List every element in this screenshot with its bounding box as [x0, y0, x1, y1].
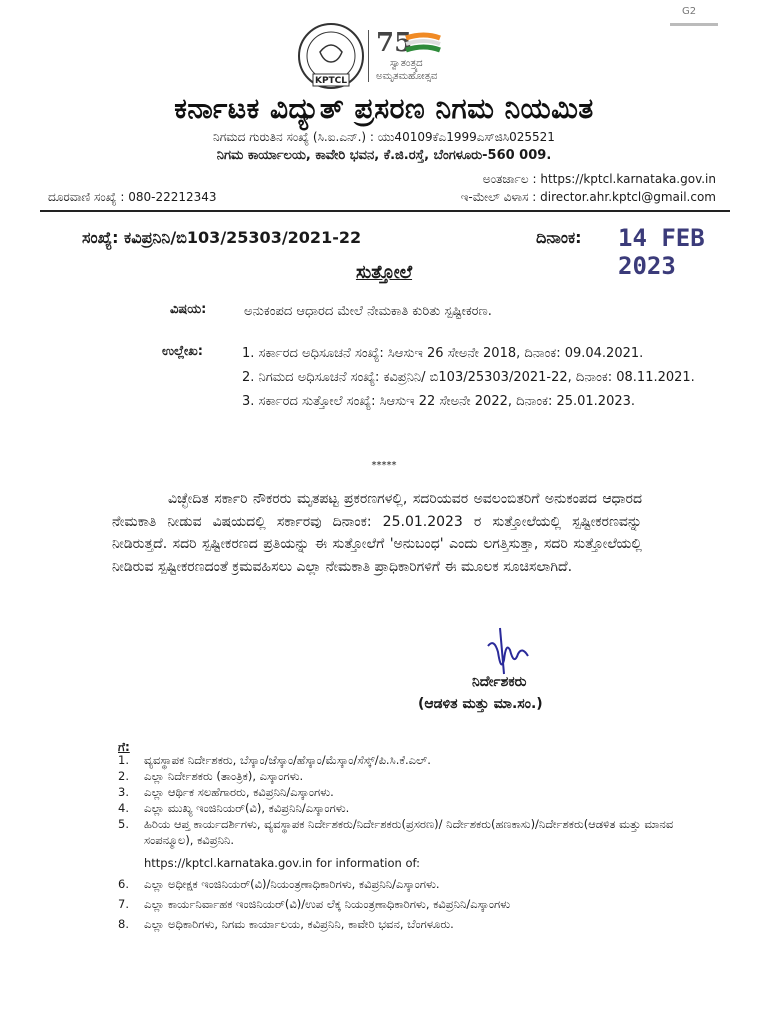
registration-number: ನಿಗಮದ ಗುರುತಿನ ಸಂಖ್ಯೆ (ಸಿ.ಐ.ಎನ್.) : ಯು40109ಕೆಎ1999ಎಸ್‌ಜಿಸಿ025521	[213, 130, 555, 144]
reference-item: 1. ಸರ್ಕಾರದ ಅಧಿಸೂಚನೆ ಸಂಖ್ಯೆ: ಸಿಆಸುಇ 26 ಸೇಅನೇ 2018, ದಿನಾಂಕ: 09.04.2021.	[242, 346, 644, 361]
corner-mark-pattern	[670, 20, 720, 30]
subject-text: ಅನುಕಂಪದ ಆಧಾರದ ಮೇಲೆ ನೇಮಕಾತಿ ಕುರಿತು ಸ್ಪಷ್ಟೀಕರಣ.	[244, 304, 492, 319]
info-number: 6.	[118, 877, 129, 891]
cc-text: ಎಲ್ಲಾ ಮುಖ್ಯ ಇಂಜಿನಿಯರ್(ವಿ), ಕವಿಪ್ರನಿನಿ/ಎಸ್ಕಾಂಗಳು.	[144, 801, 350, 815]
separator: *****	[371, 460, 397, 471]
azadi-line1: ಸ್ವಾತಂತ್ರ್ಯದ	[390, 58, 423, 69]
cc-text: ವ್ಯವಸ್ಥಾಪಕ ನಿರ್ದೇಶಕರು, ಬೆಸ್ಕಾಂ/ಜೆಸ್ಕಾಂ/ಹೆಸ್ಕಾಂ/ಮೆಸ್ಕಾಂ/ಸೆಸ್ಕ್/ಪಿ.ಸಿ.ಕೆ.ಎಲ್.	[144, 753, 431, 767]
cc-number: 3.	[118, 785, 129, 799]
logo-divider	[368, 30, 369, 82]
flag-icon	[402, 32, 442, 54]
azadi-emblem	[376, 28, 486, 84]
corner-mark: G2	[682, 6, 697, 17]
info-text: ಎಲ್ಲಾ ಅಧಿಕಾರಿಗಳು, ನಿಗಮ ಕಾರ್ಯಾಲಯ, ಕವಿಪ್ರನಿನಿ, ಕಾವೇರಿ ಭವನ, ಬೆಂಗಳೂರು.	[144, 917, 454, 931]
references-list	[242, 344, 702, 416]
reference-item: 3. ಸರ್ಕಾರದ ಸುತ್ತೋಲೆ ಸಂಖ್ಯೆ: ಸಿಆಸುಇ 22 ಸೇಅನೇ 2022, ದಿನಾಂಕ: 25.01.2023.	[242, 394, 636, 409]
email-address: ಇ-ಮೇಲ್ ವಿಳಾಸ : director.ahr.kptcl@gmail.com	[460, 190, 716, 204]
subject-label: ವಿಷಯ:	[170, 302, 207, 317]
cc-number: 4.	[118, 801, 129, 815]
azadi-number: 75	[376, 28, 413, 58]
cc-number: 2.	[118, 769, 129, 783]
info-list	[118, 876, 678, 936]
header-rule	[40, 210, 730, 212]
info-item	[118, 896, 678, 912]
website: ಅಂತರ್ಜಾಲ : https://kptcl.karnataka.gov.in	[482, 172, 716, 186]
cc-item	[118, 768, 678, 784]
body-paragraph: ವಿಚ್ಛೇದಿತ ಸರ್ಕಾರಿ ನೌಕರರು ಮೃತಪಟ್ಟ ಪ್ರಕರಣಗಳಲ್ಲಿ, ಸದರಿಯವರ ಅವಲಂಬಿತರಿಗೆ ಅನುಕಂಪದ ಆಧಾರದ ನೇಮಕಾತಿ ನೀಡುವ ವಿಷಯದಲ್ಲಿ ಸರ್ಕಾರವು ದಿನಾಂಕ: 25.01.2023 ರ ಸುತ್ತೋಲೆಯಲ್ಲಿ ಸ್ಪಷ್ಟೀಕರಣವನ್ನು ನೀಡಿರುತ್ತದೆ. ಸದರಿ ಸ್ಪಷ್ಟೀಕರಣದ ಪ್ರತಿಯನ್ನು ಈ ಸುತ್ತೋಲೆಗೆ 'ಅನುಬಂಧ' ಎಂದು ಲಗತ್ತಿಸುತ್ತಾ, ಸದರಿ ಸುತ್ತೋಲೆಯಲ್ಲಿ ನೀಡಿರುವ ಸ್ಪಷ್ಟೀಕರಣದಂತೆ ಕ್ರಮವಹಿಸಲು ಎಲ್ಲಾ ನೇಮಕಾತಿ ಪ್ರಾಧಿಕಾರಿಗಳಿಗೆ ಈ ಮೂಲಕ ಸೂಚಿಸಲಾಗಿದೆ.	[112, 491, 642, 575]
cc-text: ಎಲ್ಲಾ ಆರ್ಥಿಕ ಸಲಹೆಗಾರರು, ಕವಿಪ್ರನಿನಿ/ಎಸ್ಕಾಂಗಳು.	[144, 785, 334, 799]
document-heading: ಸುತ್ತೋಲೆ	[355, 262, 413, 283]
cc-item	[118, 784, 678, 800]
signatory-department: (ಆಡಳಿತ ಮತ್ತು ಮಾ.ಸಂ.)	[418, 696, 543, 712]
office-address: ನಿಗಮ ಕಾರ್ಯಾಲಯ, ಕಾವೇರಿ ಭವನ, ಕೆ.ಜಿ.ರಸ್ತೆ, ಬೆಂಗಳೂರು-560 009.	[216, 148, 552, 163]
info-number: 7.	[118, 897, 129, 911]
azadi-line2: ಅಮೃತಮಹೋತ್ಸವ	[376, 71, 438, 82]
date-stamp: 14 FEB 2023	[618, 224, 705, 280]
info-text: ಎಲ್ಲಾ ಅಧೀಕ್ಷಕ ಇಂಜಿನಿಯರ್(ವಿ)/ನಿಯಂತ್ರಣಾಧಿಕಾರಿಗಳು, ಕವಿಪ್ರನಿನಿ/ಎಸ್ಕಾಂಗಳು.	[144, 877, 440, 891]
cc-number: 5.	[118, 817, 129, 831]
kptcl-logo	[296, 22, 366, 94]
info-number: 8.	[118, 917, 129, 931]
cc-item	[118, 800, 678, 816]
signatory-title: ನಿರ್ದೇಶಕರು	[472, 674, 527, 690]
cc-number: 1.	[118, 753, 129, 767]
logo-text: KPTCL	[314, 76, 348, 86]
date-label: ದಿನಾಂಕ:	[536, 228, 582, 247]
reference-item: 2. ನಿಗಮದ ಅಧಿಸೂಚನೆ ಸಂಖ್ಯೆ: ಕವಿಪ್ರನಿನಿ/ ಬಿ103/25303/2021-22, ದಿನಾಂಕ: 08.11.2021.	[242, 370, 695, 385]
reference-number: ಸಂಖ್ಯೆ: ಕವಿಪ್ರನಿನಿ/ಬಿ103/25303/2021-22	[82, 228, 362, 247]
info-line: https://kptcl.karnataka.gov.in for information of:	[144, 856, 421, 870]
cc-label: ಗೆ:	[118, 740, 130, 754]
references-label: ಉಲ್ಲೇಖ:	[162, 344, 203, 359]
info-item	[118, 876, 678, 892]
phone-number: ದೂರವಾಣಿ ಸಂಖ್ಯೆ : 080-22212343	[48, 190, 217, 204]
cc-text: ಹಿರಿಯ ಆಪ್ತ ಕಾರ್ಯದರ್ಶಿಗಳು, ವ್ಯವಸ್ಥಾಪಕ ನಿರ್ದೇಶಕರು/ನಿರ್ದೇಶಕರು(ಪ್ರಸರಣ)/ ನಿರ್ದೇಶಕರು(ಹಣಕಾಸು)/ನಿರ್ದೇಶಕರು(ಆಡಳಿತ ಮತ್ತು ಮಾನವ ಸಂಪನ್ಮೂಲ), ಕವಿಪ್ರನಿನಿ.	[144, 817, 674, 847]
cc-text: ಎಲ್ಲಾ ನಿರ್ದೇಶಕರು (ತಾಂತ್ರಿಕ), ಎಸ್ಕಾಂಗಳು.	[144, 769, 304, 783]
cc-list	[118, 752, 678, 848]
info-item	[118, 916, 678, 932]
cc-item	[118, 752, 678, 768]
info-text: ಎಲ್ಲಾ ಕಾರ್ಯನಿರ್ವಾಹಕ ಇಂಜಿನಿಯರ್(ವಿ)/ಉಪ ಲೆಕ್ಕ ನಿಯಂತ್ರಣಾಧಿಕಾರಿಗಳು, ಕವಿಪ್ರನಿನಿ/ಎಸ್ಕಾಂಗಳು	[144, 897, 511, 911]
cc-item	[118, 816, 678, 848]
org-name: ಕರ್ನಾಟಕ ವಿದ್ಯುತ್ ಪ್ರಸರಣ ನಿಗಮ ನಿಯಮಿತ	[174, 92, 594, 125]
